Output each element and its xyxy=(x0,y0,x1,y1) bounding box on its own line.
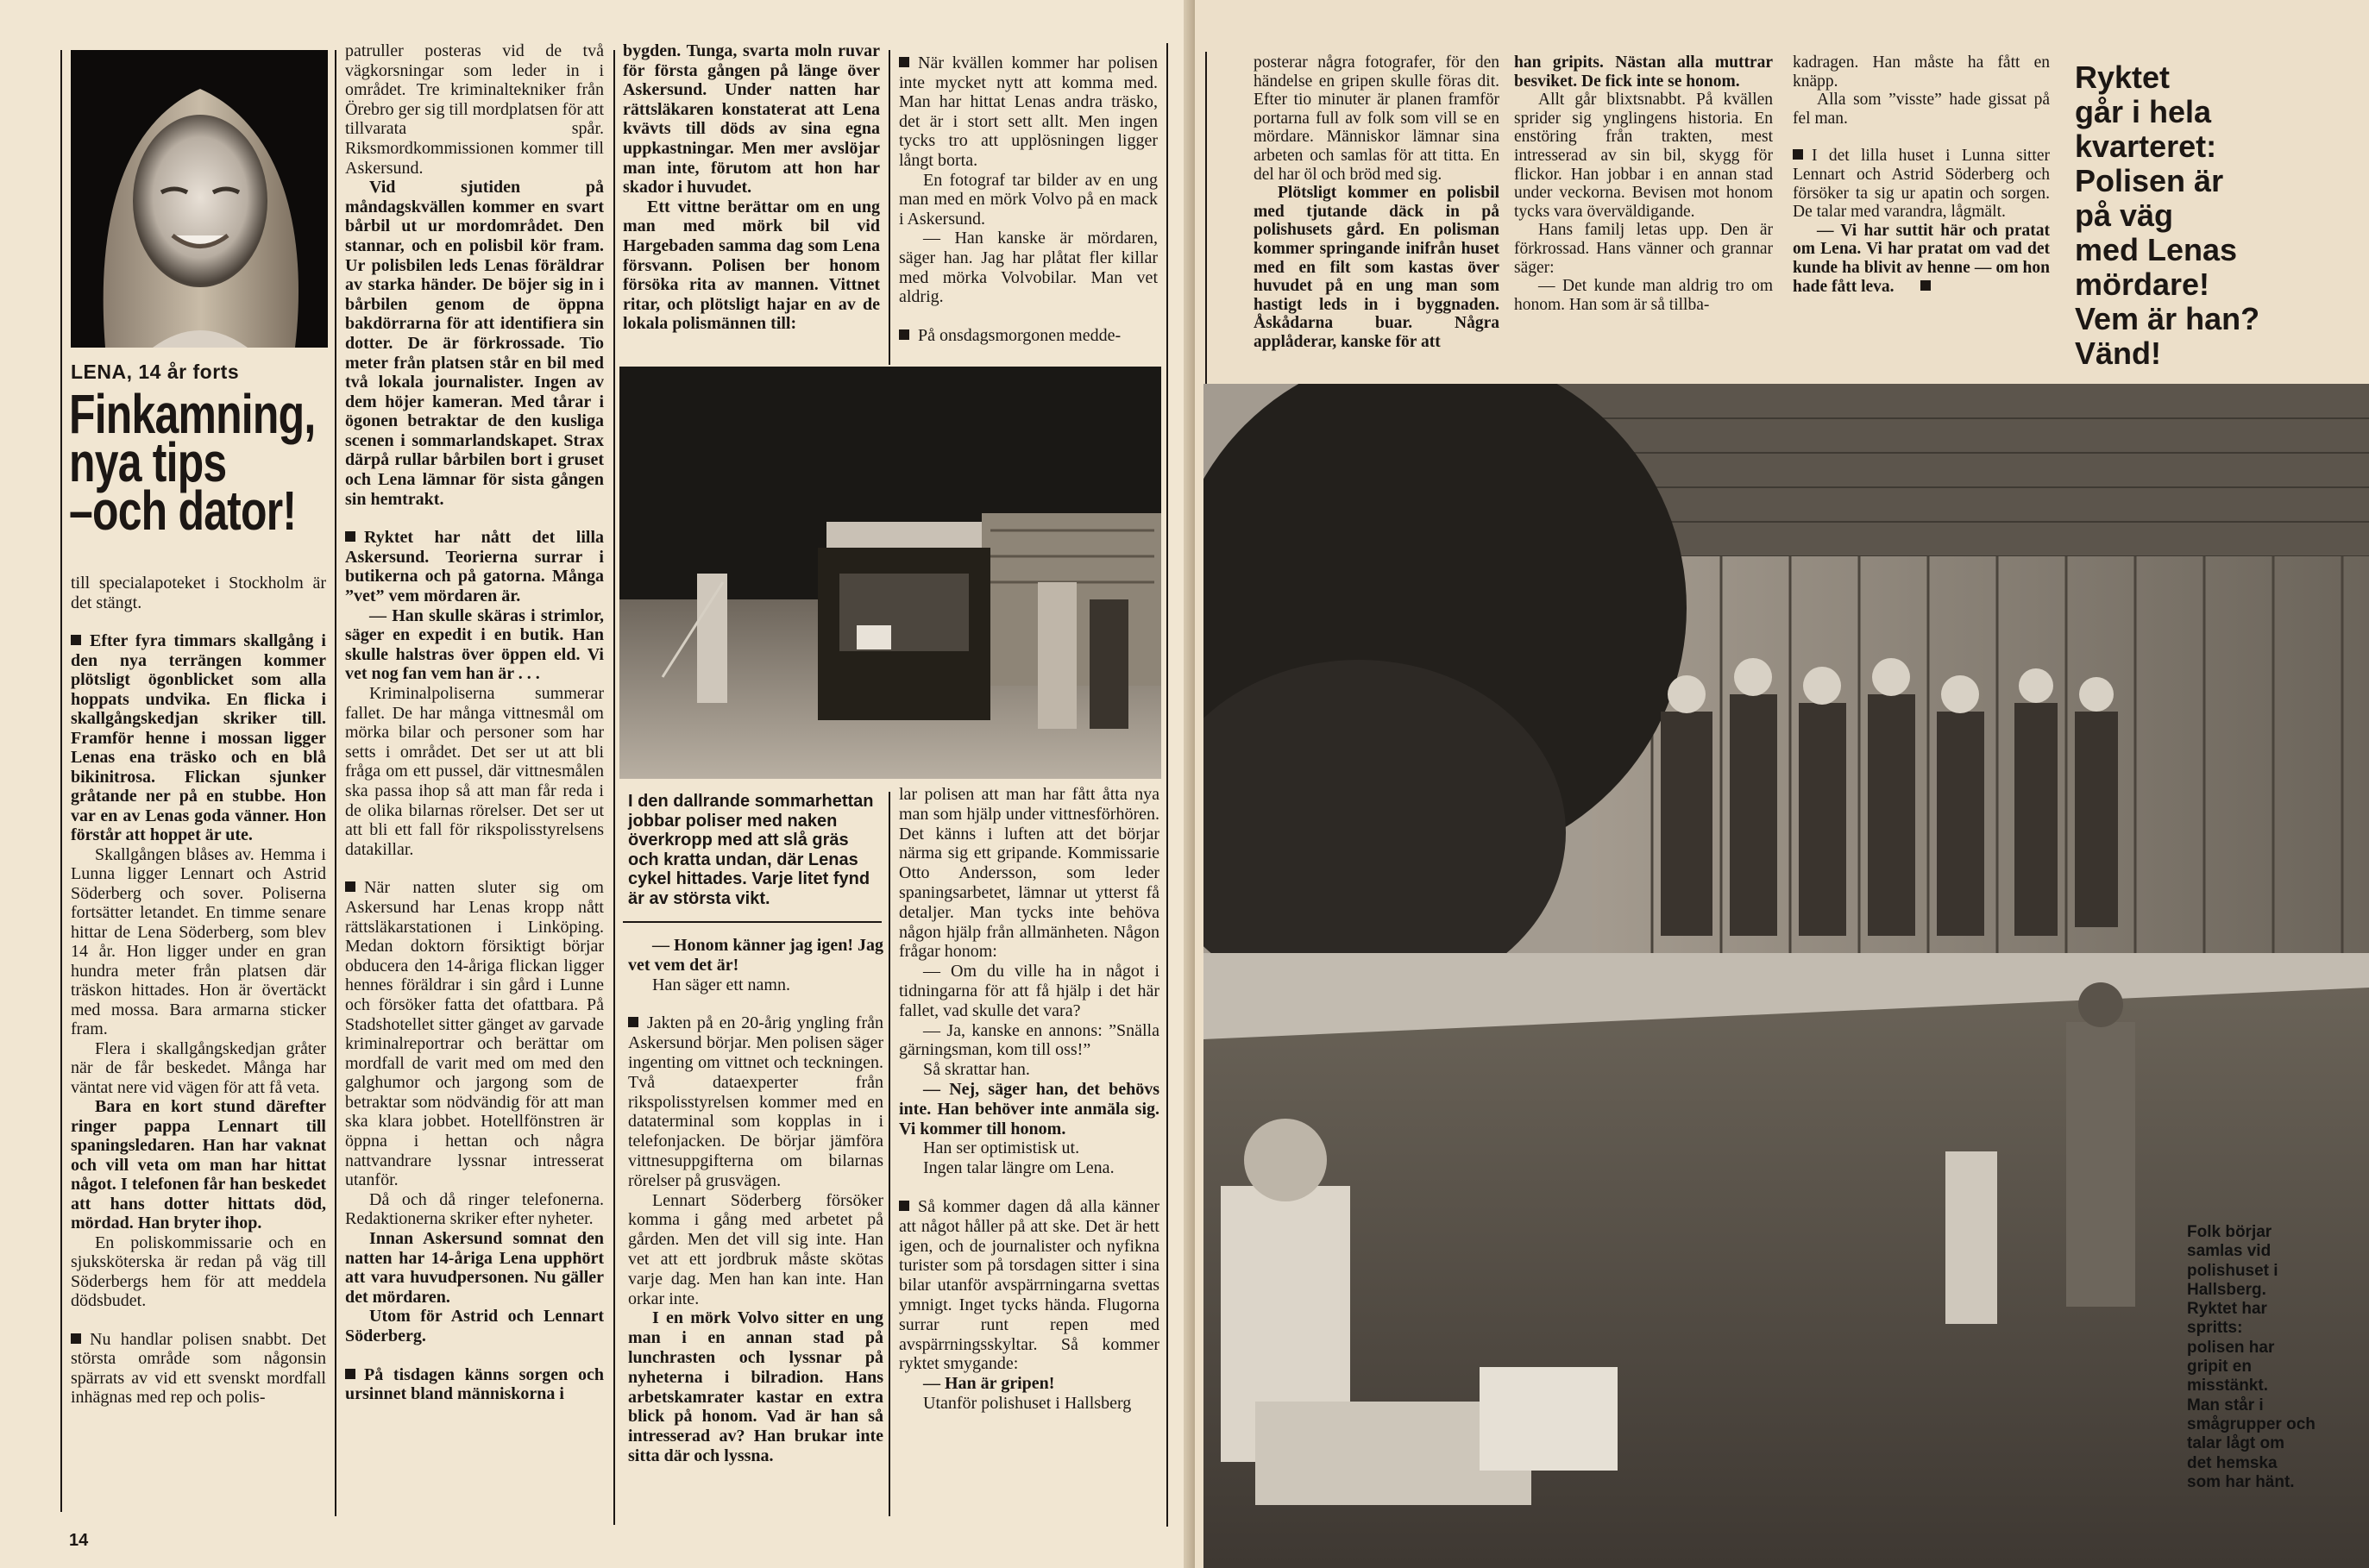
paragraph-text: Allt går blixtsnabbt. På kvällen sprider sig ynglingens historia. En enstöring från trakten, mest intresserad av sin bil, skygg för flickor. Han jobbar i en annan stad under veckorna. Bevisen mot honom tycks vara överväldigande. xyxy=(1514,91,1773,221)
article-paragraph xyxy=(623,41,880,198)
caption-line: samlas vid xyxy=(2187,1242,2272,1261)
page-number: 14 xyxy=(69,1531,89,1550)
paragraph-text: Flera i skallgångskedjan gråter när de får beskedet. Många har väntat nere vid vägen för att få veta. xyxy=(71,1038,326,1097)
article-column-4-top xyxy=(899,34,1158,345)
section-bullet-icon xyxy=(71,1333,81,1344)
caption-line: polishuset i xyxy=(2187,1261,2278,1280)
paragraph-text: En poliskommissarie och en sjuksköterska är redan på väg till Söderbergs hem för att meddela dödsbudet. xyxy=(71,1232,326,1310)
side-headline xyxy=(2075,60,2360,371)
article-paragraph xyxy=(71,1039,326,1098)
article-column-3-bottom xyxy=(628,936,883,1466)
article-paragraph xyxy=(1793,222,2050,296)
article-paragraph xyxy=(899,1080,1159,1138)
side-headline-line: med Lenas xyxy=(2075,232,2238,267)
article-column-r3 xyxy=(1793,53,2050,296)
section-bullet-icon xyxy=(899,329,909,340)
caption-line: Folk börjar xyxy=(2187,1223,2272,1241)
article-paragraph xyxy=(628,1013,883,1190)
paragraph-text: Plötsligt kommer en polisbil med tjutande däck in på polishusets gård. En polisman kommer springande inifrån huset med en filt som kastas över huvudet på en ung man som hastigt leds in i byggnaden. Åskådarna buar. Några applåderar, kanske för att xyxy=(1254,184,1499,351)
section-bullet-icon xyxy=(1793,149,1803,160)
article-paragraph xyxy=(899,326,1158,346)
paragraph-text: — Han är gripen! xyxy=(923,1374,1055,1394)
paragraph-text: han gripits. Nästan alla muttrar besviket. De fick inte se honom. xyxy=(1514,53,1773,91)
article-paragraph xyxy=(623,198,880,334)
article-column-r2 xyxy=(1514,53,1773,314)
paragraph-text: Han ser optimistisk ut. xyxy=(923,1138,1080,1158)
section-bullet-icon xyxy=(345,881,355,892)
caption-line: talar lågt om xyxy=(2187,1434,2284,1453)
paragraph-text: — Han skulle skäras i strimlor, säger en expedit i en butik. Han skulle halstras över öppen eld. Vi vet nog fan vem han är . . . xyxy=(345,605,604,684)
article-paragraph xyxy=(1514,53,1773,91)
paragraph-text: Nu handlar polisen snabbt. Det största område som någonsin spärrats av vid ett svenskt mordfall inhägnas med rep och polis- xyxy=(71,1329,326,1407)
article-paragraph xyxy=(345,1229,604,1307)
caption-line: misstänkt. xyxy=(2187,1377,2268,1396)
side-headline-line: Vem är han? xyxy=(2075,301,2260,336)
paragraph-text: Skallgången blåses av. Hemma i Lunna ligger Lennart och Astrid Söderberg och sover. Poliserna fortsätter letandet. En timme senare hittar de Lena Söderberg, som blev 14 år. Hon ligger under en gran hundra meter från platsen där träskon hittades. Hon är övertäckt med mossa. Bara armarna sticker fram. xyxy=(71,844,326,1038)
paragraph-text: Så kommer dagen då alla känner att något håller på att ske. Det är hett igen, och de journalister och nyfikna turister som på torsdagen sitter i sina bilar utanför avspärrningarna svettas ymnigt. Inget tycks hända. Flugorna surrar runt repen med avspärrningsskyltar. Så kommer ryktet smygande: xyxy=(899,1196,1159,1374)
paragraph-text: patruller posteras vid de två vägkorsningar som leder in i området. Tre kriminaltekniker från Örebro ger sig till mordplatsen för att tillvarata spår. Riksmordkommissionen kommer till Askersund. xyxy=(345,41,604,178)
paragraph-text: Ingen talar längre om Lena. xyxy=(923,1158,1115,1178)
side-headline-line: går i hela xyxy=(2075,94,2212,129)
article-column-4-bottom xyxy=(899,785,1159,1414)
headline-line: –och dator! xyxy=(69,480,297,542)
article-paragraph xyxy=(899,1021,1159,1061)
article-paragraph xyxy=(899,785,1159,962)
article-paragraph xyxy=(628,975,883,995)
paragraph-text: Så skrattar han. xyxy=(923,1060,1030,1080)
article-column-1 xyxy=(71,574,326,1408)
article-column-2 xyxy=(345,41,604,1404)
section-bullet-icon xyxy=(345,531,355,542)
paragraph-text: Lennart Söderberg försöker komma i gång med arbetet på gården. Men det vill sig inte. Han vet att ett jordbruk måste skötas varje dag. Men han kan inte. Han orkar inte. xyxy=(628,1190,883,1308)
paragraph-text: — Honom känner jag igen! Jag vet vem det är! xyxy=(628,936,883,975)
article-paragraph xyxy=(628,1191,883,1309)
article-paragraph xyxy=(899,1138,1159,1158)
article-column-3-top xyxy=(623,41,880,334)
article-paragraph xyxy=(1254,184,1499,351)
caption-line: Man står i xyxy=(2187,1396,2264,1414)
paragraph-text: bygden. Tunga, svarta moln ruvar för första gången på länge över Askersund. Under natten har rättsläkaren konstaterat att Lena kvävts till döds av sina egna uppkastningar. Men mer avslöjar man inte, förutom att hon har skador i huvudet. xyxy=(623,41,880,198)
article-paragraph xyxy=(899,1060,1159,1080)
paragraph-text: På onsdagsmorgonen medde- xyxy=(918,325,1122,345)
article-paragraph xyxy=(345,878,604,1190)
paragraph-text: Ryktet har nått det lilla Askersund. Teorierna surrar i butikerna och på gatorna. Många ”vet” vem mördaren är. xyxy=(345,528,604,606)
section-bullet-icon xyxy=(628,1017,638,1027)
article-paragraph xyxy=(345,178,604,509)
article-paragraph xyxy=(628,936,883,975)
article-paragraph xyxy=(71,1233,326,1311)
paragraph-text: En fotograf tar bilder av en ung man med en mörk Volvo på en mack i Askersund. xyxy=(899,170,1158,229)
caption-line: Ryktet har xyxy=(2187,1300,2267,1319)
article-column-r1 xyxy=(1254,53,1499,352)
article-paragraph xyxy=(1514,221,1773,277)
column-rule xyxy=(613,50,615,1525)
paragraph-text: När kvällen kommer har polisen inte mycket nytt att komma med. Man har hittat Lenas andra träsko, det är i stort sett allt. Men ingen tycks tro att upplösningen ligger långt borta. xyxy=(899,53,1158,170)
side-headline-line: Polisen är xyxy=(2075,163,2224,198)
article-paragraph xyxy=(345,1365,604,1404)
paragraph-text: Bara en kort stund därefter ringer pappa Lennart till spaningsledaren. Han har vaknat och vill veta om man har hittat något. I telefonen får han beskedet att hans dotter hittats död, mördad. Han bryter ihop. xyxy=(71,1097,326,1232)
article-paragraph xyxy=(1793,91,2050,128)
article-paragraph xyxy=(1793,147,2050,221)
side-headline-line: kvarteret: xyxy=(2075,129,2217,164)
caption-line: Hallsberg. xyxy=(2187,1280,2266,1299)
column-rule xyxy=(1166,43,1168,1527)
article-paragraph xyxy=(345,606,604,684)
section-bullet-icon xyxy=(899,57,909,67)
section-bullet-icon xyxy=(899,1201,909,1211)
article-paragraph xyxy=(345,528,604,605)
caption-line: spritts: xyxy=(2187,1319,2243,1338)
paragraph-text: Efter fyra timmars skallgång i den nya terrängen kommer plötsligt ögonblicket som alla hoppats undvika. En flicka i skallgångskedjan skriker till. Framför henne i mossan ligger Lenas ena träsko och en blå bikinitrosa. Flickan sjunker gråtande ner på en stubbe. Hon var en av Lenas goda vänner. Hon förstår att hoppet är ute. xyxy=(71,631,326,844)
article-paragraph xyxy=(71,1097,326,1233)
column-rule xyxy=(889,50,890,365)
headline-line: nya tips xyxy=(69,431,227,493)
article-paragraph xyxy=(1514,91,1773,221)
article-paragraph xyxy=(628,1308,883,1465)
article-paragraph xyxy=(899,1394,1159,1414)
paragraph-text: — Nej, säger han, det behövs inte. Han behöver inte anmäla sig. Vi kommer till honom. xyxy=(899,1079,1159,1138)
caption-line: det hemska xyxy=(2187,1453,2278,1472)
paragraph-text: Alla som ”visste” hade gissat på fel man. xyxy=(1793,91,2050,128)
paragraph-text: Då och då ringer telefonerna. Redaktionerna skriker efter nyheter. xyxy=(345,1189,604,1229)
paragraph-text: posterar några fotografer, för den händelse en gripen skulle föras dit. Efter tio minuter är planen framför portarna full av folk som vill se en mördare. Människor lämnar sina arbeten och samlas för att titta. En del har öl och bröd med sig. xyxy=(1254,53,1499,184)
side-headline-line: Ryktet xyxy=(2075,60,2171,95)
headline-line: Finkamning, xyxy=(69,383,316,445)
article-paragraph xyxy=(71,631,326,845)
paragraph-text: Hans familj letas upp. Den är förkrossad. Hans vänner och grannar säger: xyxy=(1514,221,1773,277)
paragraph-text: Kriminalpoliserna summerar fallet. De har många vittnesmål om mörka bilar och personer som har setts i området. Det ser ut att bli fråga om ett pussel, där vittnesmålen ska passa ihop så att man får reda i de olika bilarnas rörelser. Det ser ut att bli ett fall för rikspolisstyrelsens datakillar. xyxy=(345,684,604,859)
article-paragraph xyxy=(899,53,1158,171)
article-paragraph xyxy=(899,1158,1159,1178)
paragraph-text: Jakten på en 20-årig yngling från Askersund börjar. Men polisen säger ingenting om vittnet och teckningen. Två dataexperter från rikspolisstyrelsen kommer med en dataterminal som kopplas in i telefonjacken. De börjar jämföra vittnesuppgifterna om bilarnas rörelser på grusvägen. xyxy=(628,1013,883,1190)
caption-line: gripit en xyxy=(2187,1358,2252,1377)
paragraph-text: lar polisen att man har fått åtta nya man som hjälp under vittnesförhören. Det känns i luften att det börjar närma sig ett gripande. Kommissarie Otto Andersson, som leder spaningsarbetet, lämnar ut ytterst få detaljer. Man tycks inte behöva någon hjälp från allmänheten. Någon frågar honom: xyxy=(899,785,1159,962)
article-paragraph xyxy=(899,229,1158,306)
article-paragraph xyxy=(1514,277,1773,314)
photo-caption: I den dallrande sommarhettan jobbar poliser med naken överkropp med att slå gräs och kratta undan, där Lenas cykel hittades. Varje litet fynd är av största vikt. xyxy=(628,792,874,908)
article-paragraph xyxy=(345,1307,604,1345)
paragraph-text: — Han kanske är mördaren, säger han. Jag har plåtat fler killar med mörka Volvobilar. Man vet aldrig. xyxy=(899,229,1158,307)
photo-caption-right xyxy=(2187,1223,2360,1492)
paragraph-text: Utom för Astrid och Lennart Söderberg. xyxy=(345,1307,604,1345)
paragraph-text: till specialapoteket i Stockholm är det stängt. xyxy=(71,574,326,612)
article-paragraph xyxy=(899,171,1158,229)
side-headline-line: på väg xyxy=(2075,198,2174,233)
paragraph-text: — Om du ville ha in något i tidningarna för att få hjälp i det här fallet, vad skulle det vara? xyxy=(899,962,1159,1020)
paragraph-text: Utanför polishuset i Hallsberg xyxy=(923,1393,1132,1413)
column-rule xyxy=(889,792,890,1516)
paragraph-text: — Ja, kanske en annons: ”Snälla gärningsman, kom till oss!” xyxy=(899,1020,1159,1060)
article-paragraph xyxy=(71,1330,326,1408)
article-paragraph xyxy=(1254,53,1499,184)
section-bullet-icon xyxy=(345,1369,355,1379)
paragraph-text: Vid sjutiden på måndagskvällen kommer en svart bårbil ut ur mordområdet. Den stannar, och en polisbil kör fram. Ur polisbilen leds Lenas föräldrar av starka händer. De böjer sig in i bårbilen genom de öppna bakdörrarna för att identifiera sin dotter. De är förkrossade. Tio meter från platsen står en bil med två lokala journalister. Ingen av dem höjer kameran. Med tårar i ögonen betraktar de den kusliga scenen i sommarlandskapet. Strax därpå rullar bårbilen bort i gruset och Lena lämnar för sista gången sin hemtrakt. xyxy=(345,178,604,509)
paragraph-text: kadragen. Han måste ha fått en knäpp. xyxy=(1793,53,2050,91)
article-paragraph xyxy=(345,41,604,178)
article-paragraph xyxy=(899,1374,1159,1394)
caption-rule xyxy=(623,921,882,923)
paragraph-text: — Det kunde man aldrig tro om honom. Han som är så tillba- xyxy=(1514,277,1773,314)
paragraph-text: I det lilla huset i Lunna sitter Lennart och Astrid Söderberg och försöker ta sig ur apatin och sorgen. De talar med varandra, lågmält. xyxy=(1793,147,2050,222)
article-paragraph xyxy=(899,1197,1159,1374)
paragraph-text: Han säger ett namn. xyxy=(652,975,790,994)
paragraph-text: Innan Askersund somnat den natten har 14-åriga Lena upphört att vara huvudpersonen. Nu gäller det mördaren. xyxy=(345,1229,604,1307)
caption-line: smågrupper och xyxy=(2187,1414,2316,1433)
column-rule xyxy=(335,50,336,1516)
section-bullet-icon xyxy=(71,635,81,645)
portrait-caption: LENA, 14 år forts xyxy=(71,361,240,383)
column-rule xyxy=(60,50,62,1512)
article-paragraph xyxy=(71,845,326,1039)
paragraph-text: I en mörk Volvo sitter en ung man i en annan stad på lunchrasten och lyssnar på nyheterna i bilradion. Hans arbetskamrater kastar en extra blick på honom. Vad är han så intresserad av? Han brukar inte sitta där och lyssna. xyxy=(628,1308,883,1465)
right-page xyxy=(1195,0,2369,1568)
caption-line: polisen har xyxy=(2187,1338,2275,1357)
paragraph-text: — Vi har suttit här och pratat om Lena. Vi har pratat om vad det kunde ha blivit av henne — om hon hade fått leva. xyxy=(1793,221,2050,296)
caption-line: som har hänt. xyxy=(2187,1472,2295,1491)
paragraph-text: När natten sluter sig om Askersund har Lenas kropp nått rättsläkarstationen i Linköping. Medan doktorn försiktigt börjar obducera den 14-åriga flickan ligger hennes föräldrar i sin gård i Lunne och försöker fatta det ofattbara. På Stadshotellet sitter gänget av garvade kriminalreportrar och berättar om mordfall de varit med om med den galghumor och jargong som de betraktar som nödvändig för att man ska klara jobbet. Hotellfönstren är öppna i hettan och några nattvandrare lyssnar intresserat utanför. xyxy=(345,878,604,1190)
side-headline-line: mördare! xyxy=(2075,267,2210,302)
article-paragraph xyxy=(71,574,326,612)
paragraph-text: På tisdagen känns sorgen och ursinnet bland människorna i xyxy=(345,1364,604,1404)
side-headline-line: Vänd! xyxy=(2075,336,2162,371)
article-paragraph xyxy=(345,684,604,859)
photo-police-car-search xyxy=(619,367,1161,779)
article-paragraph xyxy=(899,962,1159,1020)
end-of-article-icon xyxy=(1920,280,1931,291)
portrait-photo-lena xyxy=(71,50,328,348)
article-paragraph xyxy=(345,1190,604,1229)
paragraph-text: Ett vittne berättar om en ung man med mörk bil vid Hargebaden samma dag som Lena försvann. Polisen ber honom försöka rita av mannen. Vittnet ritar, och plötsligt hajar en av de lokala polismännen till: xyxy=(623,197,880,334)
article-paragraph xyxy=(1793,53,2050,91)
